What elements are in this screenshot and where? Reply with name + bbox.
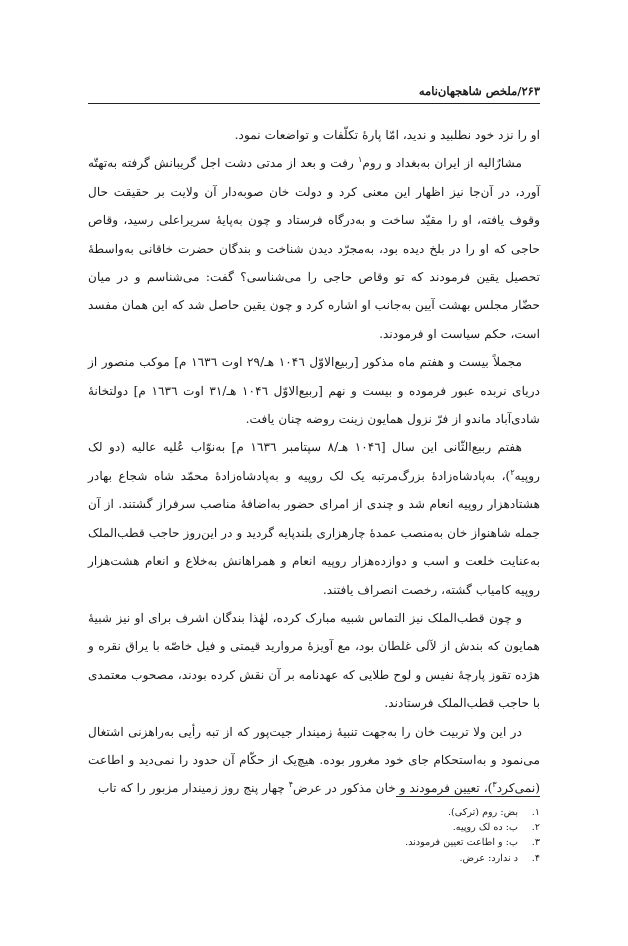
footnote-ref-2: ۲ — [510, 467, 515, 477]
paragraph-2 — [88, 149, 540, 348]
footnote-item — [240, 820, 540, 835]
footnote-ref-1: ۱ — [358, 155, 363, 165]
paragraph-4-text-a: هفتم ربیع‌الثّانی این سال [۱۰۴٦ هـ/۸ سپتامبر ۱٦۳٦ م] به‌نوّاب عُلیه عالیه (دو لک روپیه — [88, 440, 540, 483]
paragraph-5: و چون قطب‌الملک نیز التماس شبیه مبارک کرده، لهٰذا بندگان اشرف برای او نیز شبیهٔ همایون که بندش از لآلی غلطان بود، مع آویزهٔ مروارید قیمتی و فیل خاصّه با یراق نقره و هژده تقوز پارچهٔ نفیس و لوح طلایی که عهدنامه بر آن نقش کرده بودند، مصحوب معتمدی با حاجب قطب‌الملک فرستادند. — [88, 610, 540, 711]
footnote-number: ۳. — [531, 837, 540, 849]
footnote-number: ۴. — [531, 852, 540, 864]
main-text — [88, 121, 540, 803]
footnote-item — [240, 805, 540, 820]
footnote-text: بض: روم (ترکی). — [447, 807, 518, 818]
paragraph-4 — [88, 433, 540, 603]
paragraph-6-text-a: در این ولا تربیت خان را به‌جهت تنبیهٔ زمیندار جیت‌پور که از تبه رأیی به‌راهزنی اشتغال می‌نمود و به‌استحکام جای خود مغرور بوده. هیچ‌یک از حکّام آن حدود را نمی‌دید و اطاعت (نمی‌کرد — [88, 724, 540, 796]
footnotes — [240, 805, 540, 866]
footnote-number: ۱. — [531, 807, 540, 818]
paragraph-6-text-c: چهار پنج روز زمیندار مزبور را که تاب — [97, 781, 289, 796]
footnote-text: ب: و اطاعت تعیین فرمودند. — [405, 837, 518, 849]
footnote-item — [240, 851, 540, 866]
paragraph-6 — [88, 718, 540, 803]
footnote-text: ب: ده لک روپیه. — [452, 822, 518, 834]
running-header: ۲۶۳/ملخص شاهجهان‌نامه — [418, 84, 540, 98]
paragraph-3: مجملاً بیست و هفتم ماه مذکور [ربیع‌الاوّل ۱۰۴٦ هـ/۲۹ اوت ۱٦۳٦ م] موکب منصور از دریای نربده عبور فرموده و بیست و نهم [ربیع‌الاوّل ۱۰۴٦ هـ/۳۱ اوت ۱٦۳٦ م] دولتخانهٔ شادی‌آباد ماندو از فرّ نزول همایون زینت روضه چنان یافت. — [88, 355, 541, 427]
footnote-rule — [396, 796, 540, 797]
paragraph-6-text-b: )، تعیین فرمودند و خان مذکور در عرض — [293, 781, 493, 796]
footnote-ref-3: ۳ — [492, 780, 497, 790]
footnote-item — [240, 835, 540, 850]
footnote-ref-4: ۴ — [288, 780, 294, 790]
paragraph-1: او را نزد خود نطلبید و ندید، امّا پارهٔ تکلّفات و تواضعات نمود. — [234, 128, 540, 142]
paragraph-2-text-a: مشارٌالیه از ایران به‌بغداد و روم — [362, 156, 523, 171]
paragraph-4-text-b: )، به‌پادشاه‌زادهٔ بزرگ‌مرتبه یک لک روپیه و به‌پادشاه‌زادهٔ محمّد شاه شجاع بهادر هشتادهزار روپیه انعام شد و چندی از امرای حضور به‌اضافهٔ مناصب سرفراز گشتند. از آن جمله شاهنواز خان به‌منصب عمدهٔ چارهزاری بلندپایه گردید و در این‌روز حاجب قطب‌الملک به‌عنایت خلعت و اسب و دوازده‌هزار روپیه انعام و همراهانش به‌خلاع و انعام هشت‌هزار روپیه کامیاب گشته، رخصت انصراف یافتند. — [88, 468, 540, 597]
paragraph-2-text-b: رفت و بعد از مدتی دشت اجل گریبانش گرفته به‌تهتّه آورد، در آن‌جا نیز اظهار این معنی کرد و دولت خان صوبه‌دار آن ولایت بر حقیقت حال وقوف یافته، او را مقیّد ساخت و به‌درگاه فرستاد و چون به‌پایهٔ سریراعلی رسید، وقاص حاجی که او را در بلخ دیده بود، به‌مجرّد دیدن شناخت و بندگان حضرت خاقانی به‌واسطهٔ تحصیل یقین فرمودند که تو وقاص حاجی را می‌شناسی؟ گفت: می‌شناسم و در میان حضّار مجلس بهشت آیین به‌جانب او اشاره کرد و چون یقین حاصل شد که این همان مفسد است، حکم سیاست او فرمودند. — [88, 156, 540, 341]
footnote-number: ۲. — [531, 822, 540, 834]
header-rule — [88, 103, 540, 104]
footnote-text: د ندارد: عرض. — [459, 852, 518, 864]
